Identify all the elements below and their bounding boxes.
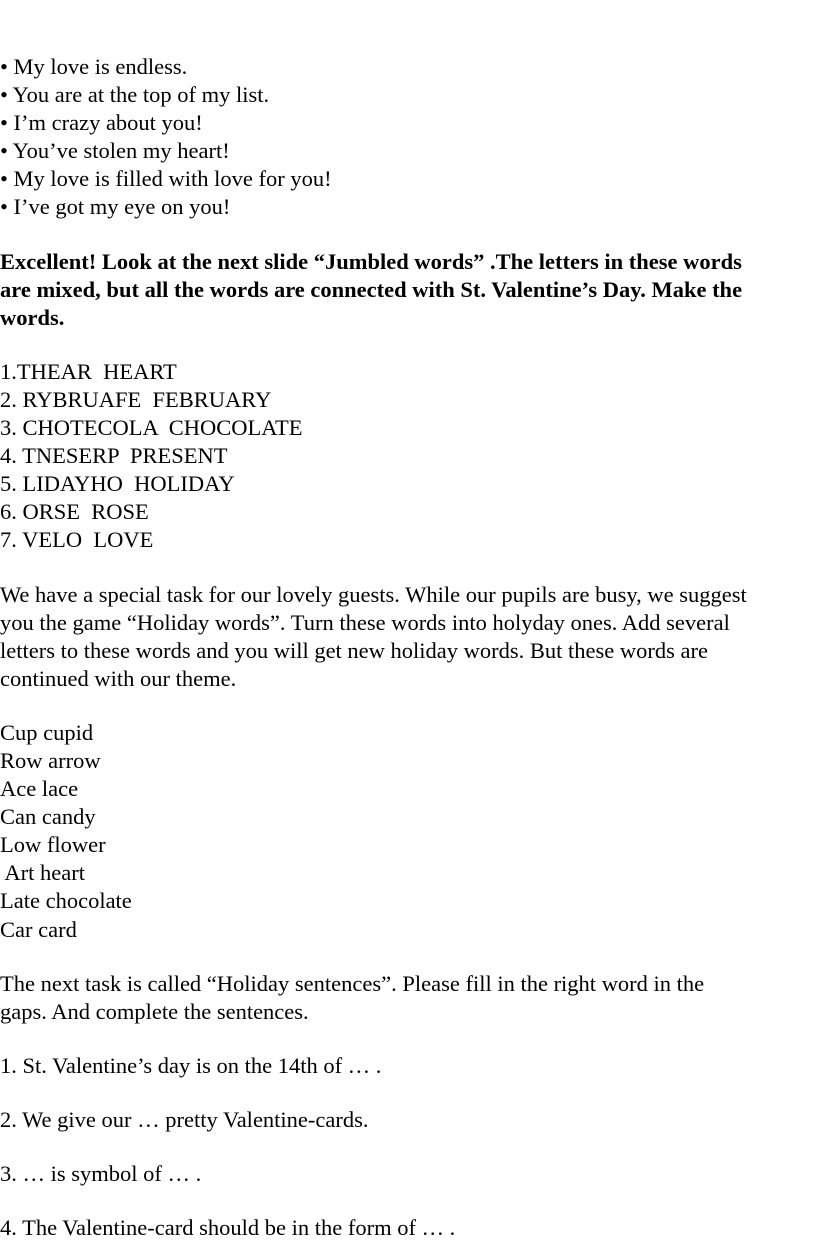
holiday-word-item: Can candy <box>0 804 96 830</box>
paragraph-line: We have a special task for our lovely guests. While our pupils are busy, we suggest <box>0 581 747 607</box>
jumbled-item: 6. ORSE ROSE <box>0 499 149 525</box>
sentence-4-block <box>0 1214 816 1242</box>
instruction-line: Excellent! Look at the next slide “Jumbled words” .The letters in these words <box>0 248 742 274</box>
spacer <box>0 1134 816 1160</box>
spacer <box>0 1080 816 1106</box>
bullet-item: • I’ve got my eye on you! <box>0 194 231 220</box>
sentence-2-block <box>0 1106 816 1134</box>
paragraph-line: you the game “Holiday words”. Turn these words into holyday ones. Add several <box>0 609 730 635</box>
paragraph-line: The next task is called “Holiday sentences”. Please fill in the right word in the <box>0 970 705 996</box>
spacer <box>0 1026 816 1052</box>
paragraph-line: letters to these words and you will get new holiday words. But these words are <box>0 637 708 663</box>
paragraph-line: gaps. And complete the sentences. <box>0 998 309 1024</box>
jumbled-item: 7. VELO LOVE <box>0 527 154 553</box>
bullet-item: • I’m crazy about you! <box>0 110 203 136</box>
sentence-1-block <box>0 1052 816 1080</box>
spacer <box>0 332 816 358</box>
bullet-item: • My love is endless. <box>0 54 188 79</box>
spacer <box>0 693 816 719</box>
bullet-list <box>0 53 816 222</box>
jumbled-item: 3. CHOTECOLA CHOCOLATE <box>0 415 303 441</box>
bullet-item: • You are at the top of my list. <box>0 82 270 108</box>
bullet-item: • My love is filled with love for you! <box>0 166 332 192</box>
jumbled-item: 2. RYBRUAFE FEBRUARY <box>0 386 272 412</box>
sentence-item: 2. We give our … pretty Valentine-cards. <box>0 1106 369 1132</box>
holiday-word-item: Late chocolate <box>0 888 132 914</box>
jumbled-words-list <box>0 358 816 555</box>
holiday-word-item: Ace lace <box>0 776 79 802</box>
jumbled-item: 1.THEAR HEART <box>0 358 177 384</box>
holiday-word-item: Cup cupid <box>0 719 94 745</box>
guests-task-paragraph <box>0 581 816 693</box>
sentence-3-block <box>0 1160 816 1188</box>
sentence-item: 1. St. Valentine’s day is on the 14th of … . <box>0 1052 382 1078</box>
holiday-word-item: Art heart <box>0 860 85 886</box>
sentences-intro <box>0 970 816 1026</box>
instruction-line: are mixed, but all the words are connected with St. Valentine’s Day. Make the <box>0 276 743 302</box>
sentence-item: 4. The Valentine-card should be in the form of … . <box>0 1215 456 1241</box>
jumbled-instruction <box>0 248 816 332</box>
spacer <box>0 944 816 970</box>
spacer <box>0 222 816 248</box>
spacer <box>0 555 816 581</box>
document-page <box>0 53 816 1242</box>
holiday-word-item: Low flower <box>0 832 106 858</box>
spacer <box>0 1188 816 1214</box>
holiday-words-list <box>0 719 816 944</box>
jumbled-item: 4. TNESERP PRESENT <box>0 443 228 469</box>
jumbled-item: 5. LIDAYHO HOLIDAY <box>0 471 235 497</box>
instruction-line: words. <box>0 304 65 330</box>
bullet-item: • You’ve stolen my heart! <box>0 138 230 164</box>
holiday-word-item: Car card <box>0 916 77 942</box>
sentence-item: 3. … is symbol of … . <box>0 1161 202 1186</box>
paragraph-line: continued with our theme. <box>0 665 237 691</box>
holiday-word-item: Row arrow <box>0 747 101 773</box>
